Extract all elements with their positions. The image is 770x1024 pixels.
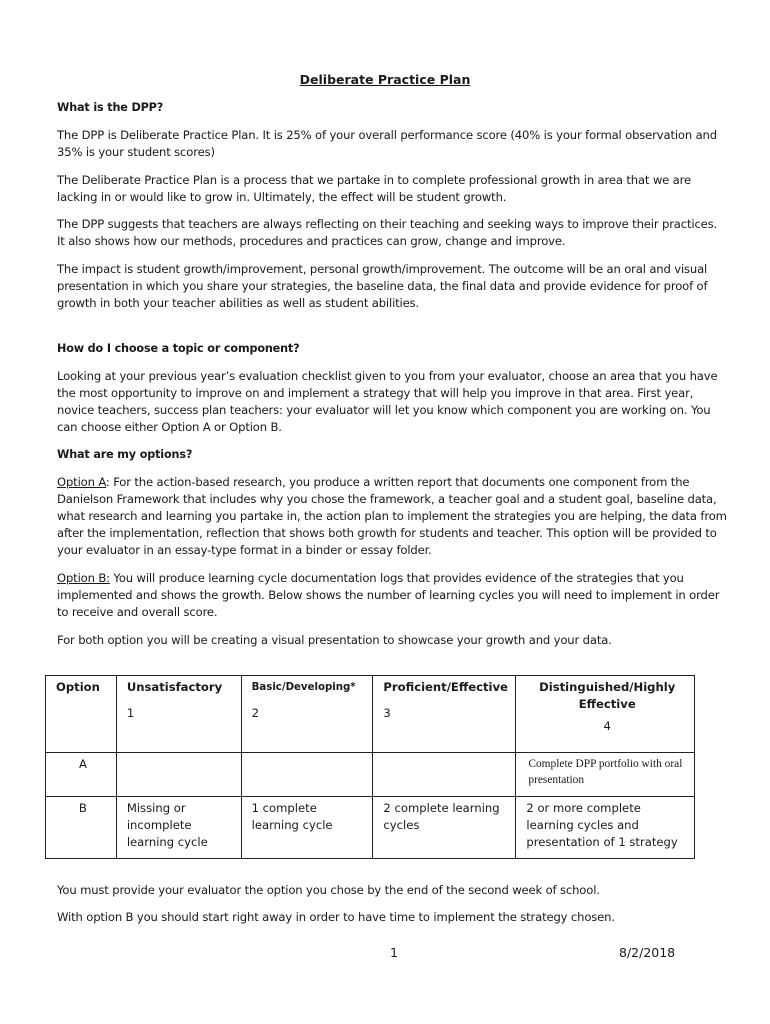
header-proficient: Proficient/Effective 3 [373, 676, 516, 753]
cell-option: A [46, 753, 117, 797]
paragraph-dpp-reflection: The DPP suggests that teachers are always reflecting on their teaching and seeking ways to improve their practices. It also shows how our methods, procedures and practices can grow, change and improve. [57, 217, 718, 248]
header-basic: Basic/Developing* 2 [241, 676, 373, 753]
paragraph-option-a [57, 474, 727, 559]
header-distinguished: Distinguished/Highly Effective 4 [516, 676, 695, 753]
header-option: Option [46, 676, 117, 753]
table-row [46, 753, 695, 797]
scoring-table [45, 675, 695, 859]
paragraph-dpp-definition: The DPP is Deliberate Practice Plan. It is 25% of your overall performance score (40% is your formal observation and 35% is your student scores) [57, 128, 717, 159]
cell-option: B [46, 797, 117, 859]
heading-choose-topic: How do I choose a topic or component? [57, 342, 300, 355]
paragraph-choose-topic: Looking at your previous year’s evaluation checklist given to you from your evaluator, choose an area that you have the most opportunity to improve on and implement a strategy that will help you improve in that area. First year, novice teachers, success plan teachers: your evaluator will let you know which component you are working on. You can choose either Option A or Option B. [57, 369, 718, 434]
option-a-text: : For the action-based research, you produce a written report that documents one component from the Danielson Framework that includes why you chose the framework, a teacher goal and a student goal, baseline data, what research and learning you partake in, the action plan to implement the strategies you are helping, the data from after the implementation, reflection that shows both growth for students and teacher. This option will be provided to your evaluator in an essay-type format in a binder or essay folder. [57, 475, 727, 557]
table-row [46, 797, 695, 859]
paragraph-dpp-impact: The impact is student growth/improvement, personal growth/improvement. The outcome will be an oral and visual presentation in which you share your strategies, the baseline data, the final data and provide evidence for proof of growth in both your teacher abilities as well as student abilities. [57, 262, 708, 310]
cell-unsatisfactory: Missing or incomplete learning cycle [116, 797, 241, 859]
paragraph-dpp-process: The Deliberate Practice Plan is a process that we partake in to complete professional growth in area that we are lacking in or would like to grow in. Ultimately, the effect will be student growth. [57, 173, 691, 204]
cell-proficient: 2 complete learning cycles [373, 797, 516, 859]
heading-options: What are my options? [57, 448, 193, 461]
heading-what-is-dpp: What is the DPP? [57, 101, 164, 114]
cell-proficient [373, 753, 516, 797]
page-number: 1 [390, 945, 398, 960]
cell-distinguished: 2 or more complete learning cycles and presentation of 1 strategy [516, 797, 695, 859]
cell-distinguished: Complete DPP portfolio with oral presentation [516, 753, 695, 797]
option-b-text: You will produce learning cycle documentation logs that provides evidence of the strategies that you implemented and shows the growth. Below shows the number of learning cycles you will need to implement in order to receive and overall score. [57, 571, 720, 619]
paragraph-deadline: You must provide your evaluator the option you chose by the end of the second week of school. [57, 883, 600, 897]
option-b-label: Option B: [57, 571, 110, 585]
paragraph-option-b-start: With option B you should start right away in order to have time to implement the strategy chosen. [57, 910, 615, 924]
document-title: Deliberate Practice Plan [299, 72, 471, 87]
footer-date: 8/2/2018 [619, 945, 676, 960]
header-unsatisfactory: Unsatisfactory 1 [116, 676, 241, 753]
option-a-label: Option A [57, 475, 106, 489]
cell-unsatisfactory [116, 753, 241, 797]
paragraph-option-b [57, 570, 727, 621]
cell-basic [241, 753, 373, 797]
cell-basic: 1 complete learning cycle [241, 797, 373, 859]
table-header-row [46, 676, 695, 753]
paragraph-both-options: For both option you will be creating a visual presentation to showcase your growth and your data. [57, 633, 612, 647]
